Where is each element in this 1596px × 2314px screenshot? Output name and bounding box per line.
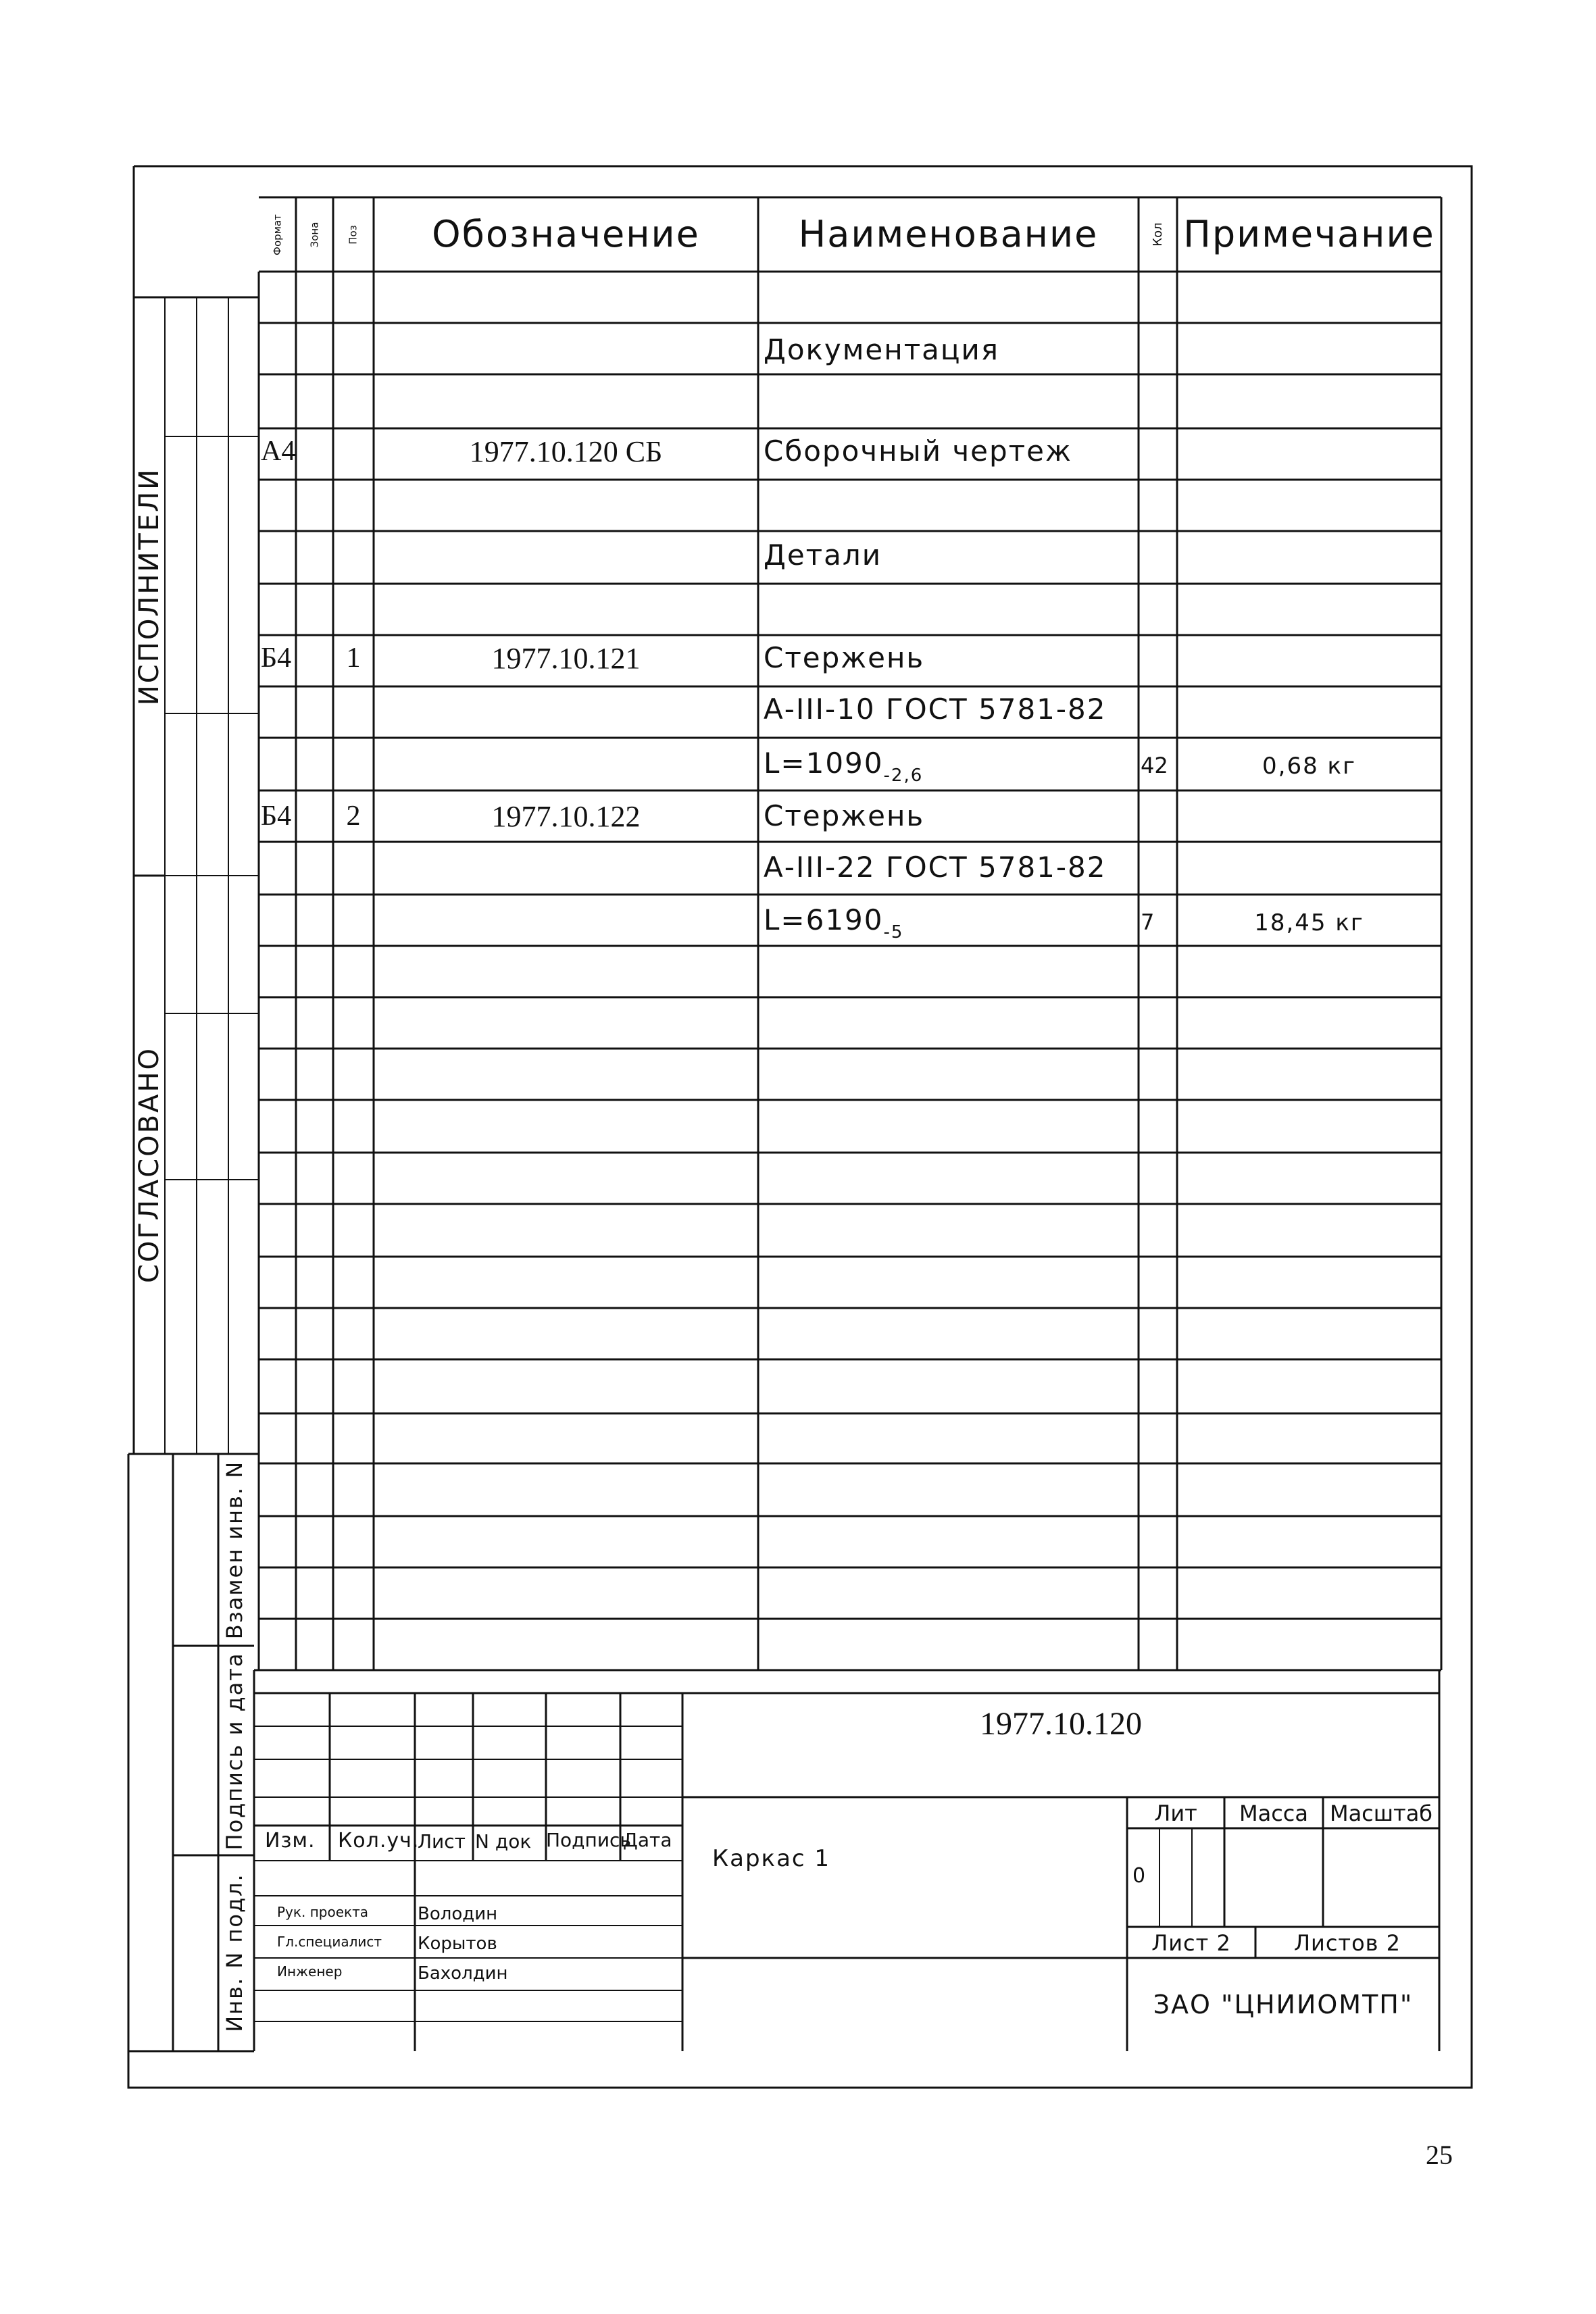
- header-format: Формат: [271, 213, 284, 255]
- row-name-tolerance: -5: [883, 922, 904, 942]
- sidebar-inv-podl: Инв. N подл.: [222, 1873, 247, 2032]
- row-designation: 1977.10.120 СБ: [469, 435, 663, 468]
- title-company: ЗАО "ЦНИИОМТП": [1153, 1990, 1414, 2019]
- header-pos: Поз: [347, 224, 359, 245]
- title-col-kol-uch: Кол.уч.: [338, 1829, 420, 1853]
- row-note: 18,45 кг: [1254, 909, 1364, 936]
- title-doc-number: 1977.10.120: [980, 1706, 1142, 1742]
- row-name: Сборочный чертеж: [764, 434, 1072, 468]
- row-qty: 7: [1141, 909, 1155, 935]
- title-name-3: Бахолдин: [418, 1963, 508, 1984]
- title-lit-value: 0: [1132, 1864, 1146, 1888]
- title-col-list: Лист: [418, 1830, 466, 1853]
- title-role-2: Гл.специалист: [277, 1934, 382, 1950]
- row-pos: 1: [346, 643, 361, 674]
- row-format: Б4: [261, 643, 292, 674]
- title-col-data: Дата: [623, 1829, 672, 1851]
- header-note: Примечание: [1183, 213, 1435, 255]
- title-scale-label: Масштаб: [1329, 1801, 1433, 1826]
- title-role-1: Рук. проекта: [277, 1904, 368, 1920]
- sidebar-ispolniteli: ИСПОЛНИТЕЛИ: [134, 467, 165, 706]
- header-name: Наименование: [798, 213, 1099, 255]
- sidebar-soglasovano: СОГЛАСОВАНО: [134, 1046, 165, 1284]
- page-number: 25: [1426, 2140, 1453, 2170]
- sidebar-podpis-data: Подпись и дата: [222, 1652, 247, 1851]
- row-name: $L=1090_{-2,6}$: [764, 747, 924, 786]
- row-name: А-III-22 ГОСТ 5781-82: [764, 851, 1107, 884]
- row-name: Стержень: [764, 641, 925, 674]
- title-name-1: Володин: [418, 1904, 498, 1924]
- title-role-3: Инженер: [277, 1963, 343, 1980]
- row-pos: 2: [346, 801, 361, 832]
- title-col-podpis: Подпись: [546, 1829, 631, 1851]
- title-sheets-label: Листов 2: [1293, 1930, 1401, 1956]
- row-designation: 1977.10.122: [491, 800, 641, 833]
- row-note: 0,68 кг: [1262, 753, 1356, 780]
- row-name: Стержень: [764, 799, 925, 832]
- row-name: А-III-10 ГОСТ 5781-82: [764, 693, 1107, 726]
- row-format: Б4: [261, 801, 292, 832]
- row-name: $L=6190_{-5}$: [764, 903, 904, 942]
- title-name-2: Корытов: [418, 1934, 497, 1954]
- row-name: Документация: [764, 333, 1000, 366]
- header-qty: Кол: [1151, 222, 1165, 247]
- title-mass-label: Масса: [1239, 1801, 1308, 1826]
- row-designation: 1977.10.121: [491, 642, 641, 675]
- title-col-izm: Изм.: [265, 1829, 316, 1853]
- row-format: А4: [261, 436, 296, 467]
- header-designation: Обозначение: [432, 213, 700, 255]
- row-name-tolerance: -2,6: [883, 765, 924, 786]
- row-name: Детали: [764, 538, 882, 572]
- sidebar-vzamen: Взамен инв. N: [222, 1460, 247, 1640]
- title-col-n-dok: N док: [475, 1830, 532, 1853]
- title-lit-label: Лит: [1154, 1801, 1197, 1826]
- title-sheet-label: Лист 2: [1151, 1930, 1231, 1956]
- row-qty: 42: [1141, 753, 1168, 778]
- header-zone: Зона: [308, 222, 321, 247]
- title-product-name: Каркас 1: [712, 1845, 831, 1872]
